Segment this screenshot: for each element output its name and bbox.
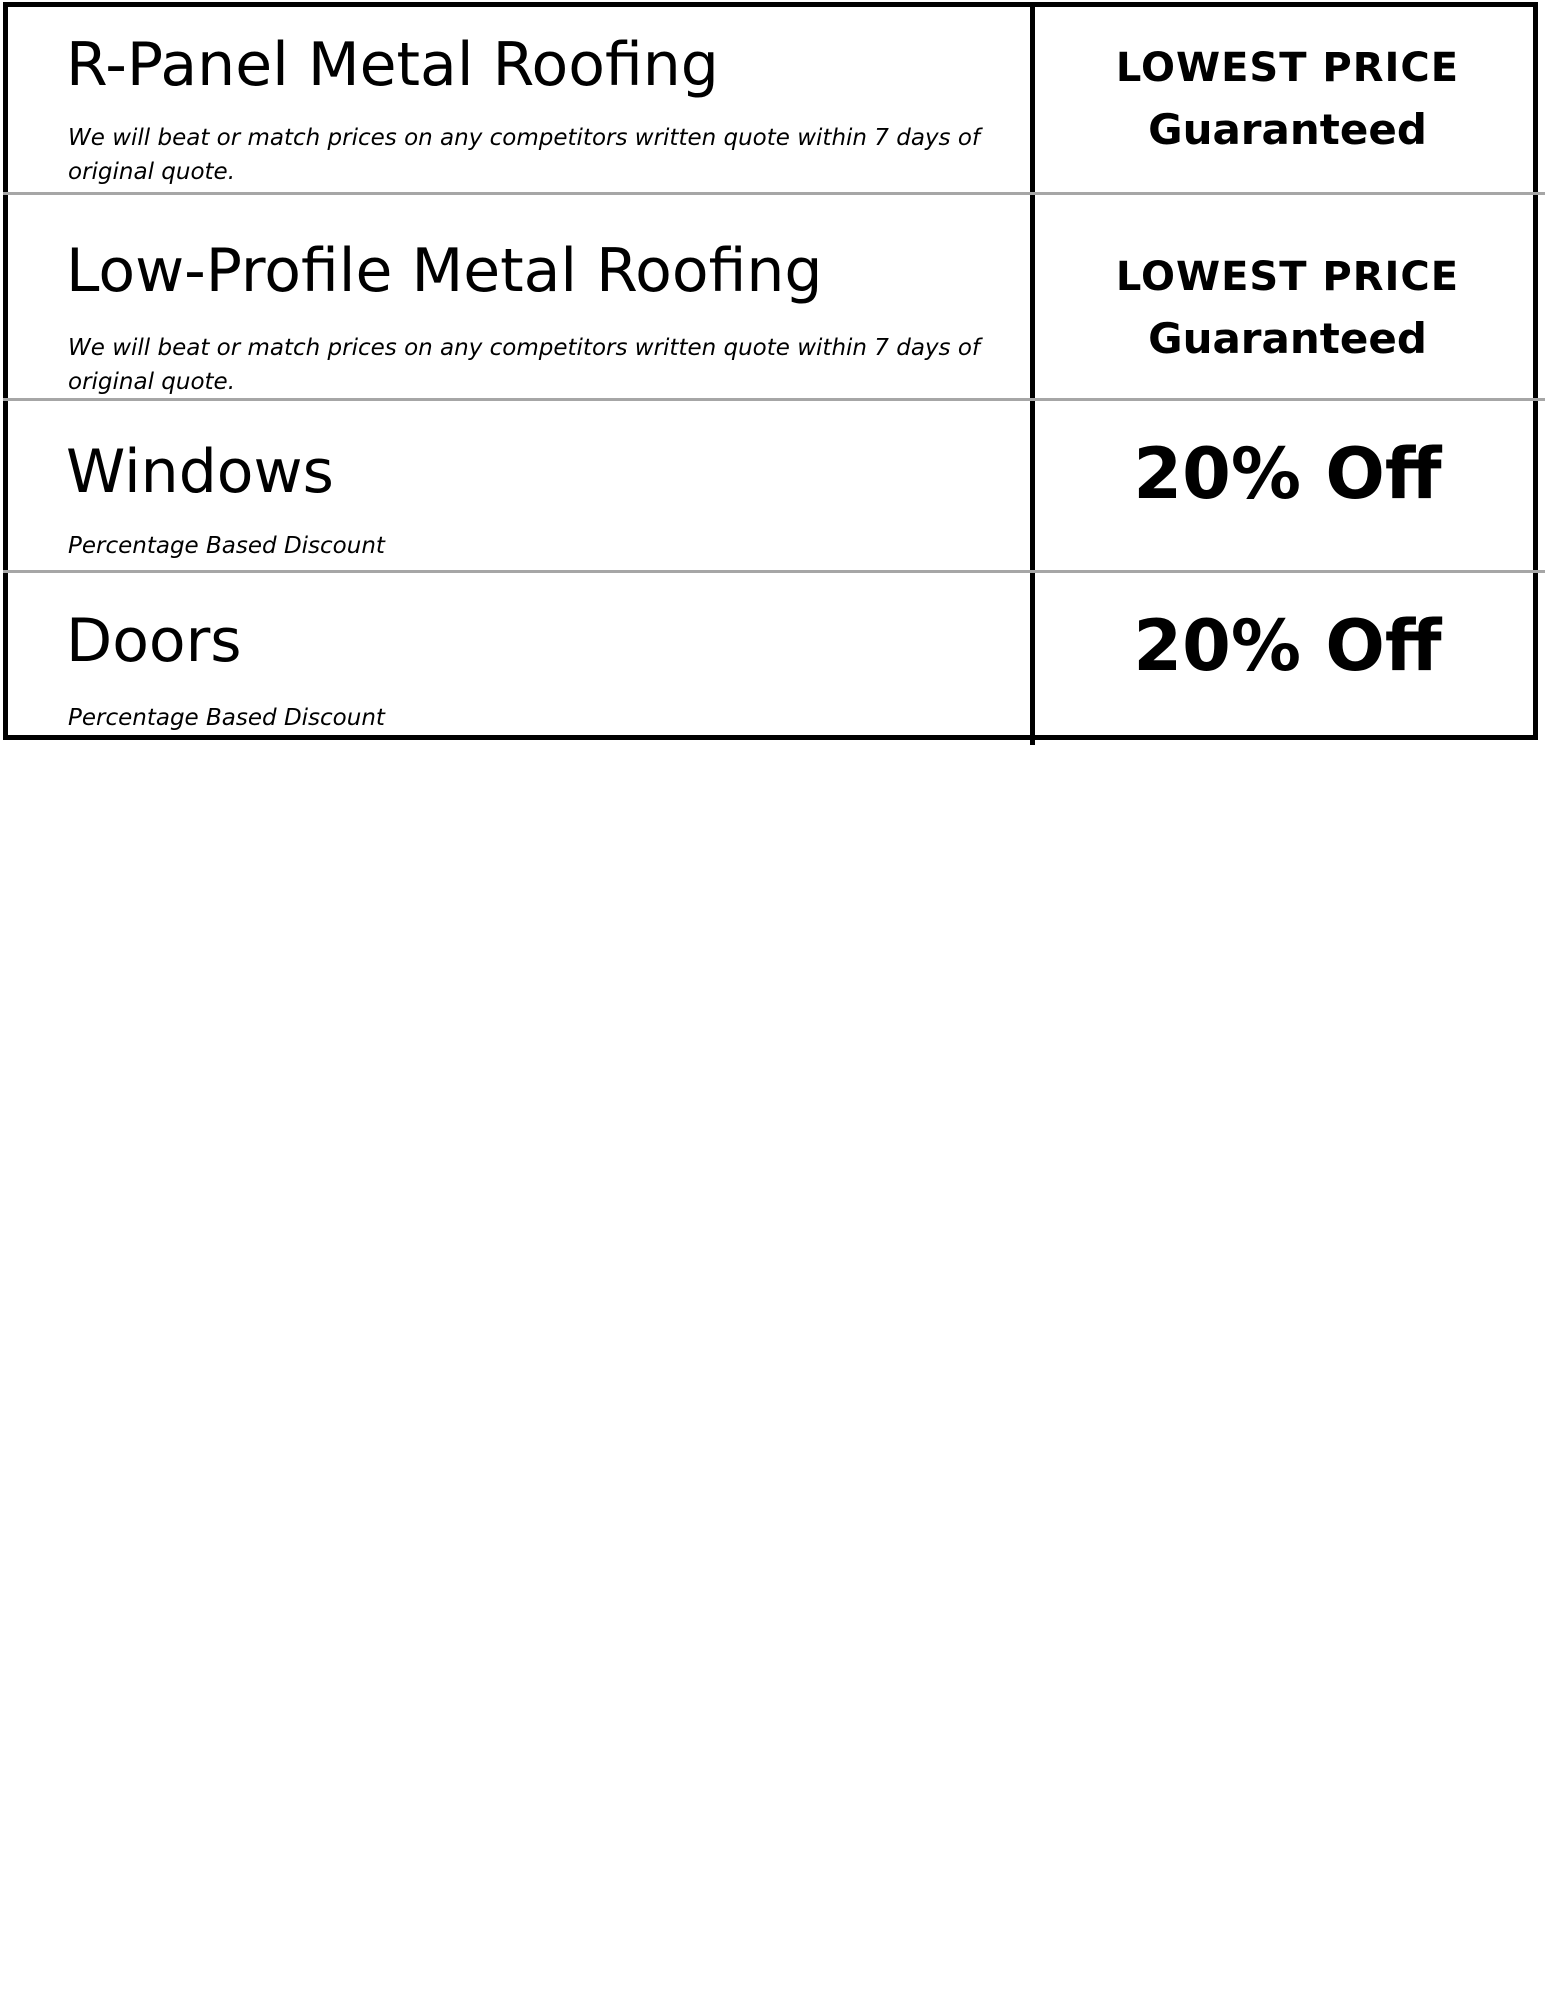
offer-cell (1035, 246, 1540, 370)
product-description: We will beat or match prices on any competitors written quote within 7 days of original quote. (68, 125, 981, 185)
product-description: Percentage Based Discount (68, 533, 385, 559)
discount-value: 20% Off (1133, 605, 1442, 687)
offer-headline: LOWEST PRICE (1115, 45, 1460, 91)
table-row (8, 195, 1533, 398)
offer-cell (1035, 37, 1540, 161)
offer-headline: LOWEST PRICE (1115, 254, 1460, 300)
offer-cell (1035, 606, 1540, 686)
offer-subline: Guaranteed (1148, 105, 1427, 154)
table-row (8, 401, 1533, 570)
offer-cell (1035, 434, 1540, 514)
pricing-table (3, 2, 1538, 740)
product-description: We will beat or match prices on any competitors written quote within 7 days of original quote. (68, 335, 981, 395)
product-name: Windows (66, 437, 334, 507)
product-description: Percentage Based Discount (68, 705, 385, 731)
discount-value: 20% Off (1133, 433, 1442, 515)
product-name: Low-Profile Metal Roofing (66, 236, 823, 306)
table-row (8, 573, 1533, 740)
offer-subline: Guaranteed (1148, 314, 1427, 363)
product-name: R-Panel Metal Roofing (66, 30, 719, 100)
product-name: Doors (66, 606, 242, 676)
table-row (8, 7, 1533, 192)
